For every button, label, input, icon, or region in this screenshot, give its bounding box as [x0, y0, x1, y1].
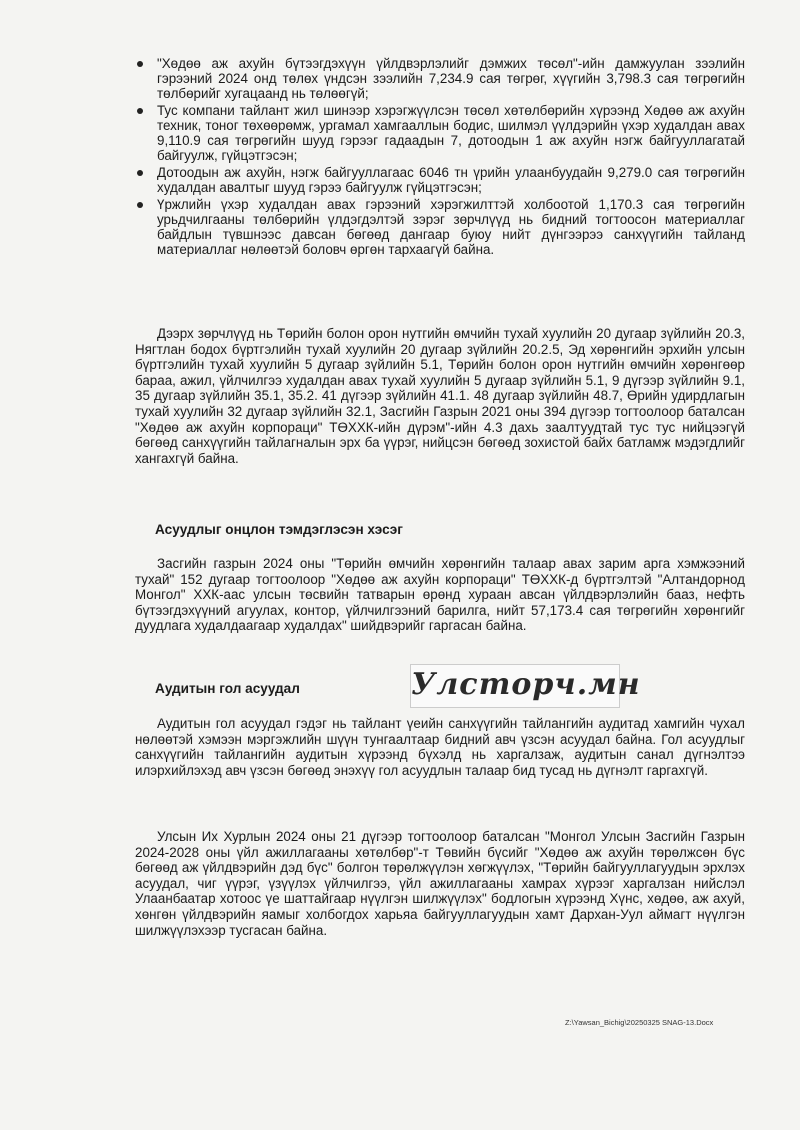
- emphasis-paragraph: Засгийн газрын 2024 оны "Төрийн өмчийн хөрөнгийн талаар авах зарим арга хэмжээний тухай" 152 дугаар тогтоолоор "Хөдөө аж ахуйн корпораци" ТӨХХК-д бүртгэлтэй "Алтандорнод Монгол" ХХК-аас улсын төсвийн татварын өрөнд хураан авсан үйлдвэрлэлийн бааз, нефть бүтээгдэхүүний агуулах, контор, үйлчилгээний барилга, нийт 57,173.4 сая төгрөгийн хөрөнгийг дуудлага худалдаагаар худалдах" шийдвэрийг гаргасан байна.: [135, 556, 745, 634]
- key-audit-matter-heading: Аудитын гол асуудал: [155, 681, 300, 696]
- relocation-paragraph: Улсын Их Хурлын 2024 оны 21 дүгээр тогтоолоор баталсан "Монгол Улсын Засгийн Газрын 2024-2028 оны үйл ажиллагааны хөтөлбөр"-т Төвийн бүсийг "Хөдөө аж ахуйн төрөлжсөн бүс бөгөөд аж үйлдвэрийн дэд бүс" болгон төрөлжүүлэн хөгжүүлэх, "Төрийн байгууллагуудын эрхлэх асуудал, чиг үүрэг, үзүүлэх үйлчилгээ, үйл ажиллагааны хамрах хүрээг харгалзан нийслэл Улаанбаатар хотоос үе шаттайгаар нүүлгэн шилжүүлэх" бодлогын хүрээнд Хүнс, хөдөө, аж ахуй, хөнгөн үйлдвэрийн яамыг холбогдох харьяа байгууллагуудын хамт Дархан-Уул аймагт нүүлгэн шилжүүлэхээр тусгасан байна.: [135, 829, 745, 938]
- bullet-item: [135, 165, 745, 195]
- bullet-dot-icon: [137, 202, 143, 208]
- findings-bullet-list: [135, 56, 745, 259]
- bullet-dot-icon: [137, 61, 143, 67]
- bullet-item: [135, 197, 745, 257]
- file-path-footer: Z:\Yawsan_Bichig\20250325 SNAG-13.Docx: [565, 1018, 714, 1027]
- bullet-text: Дотоодын аж ахуйн, нэгж байгууллагаас 6046 тн үрийн улаанбуудайн 9,279.0 сая төгрөгийн худалдан авалтыг шууд гэрээ байгуулж гүйцэтгэсэн;: [157, 165, 745, 195]
- bullet-item: [135, 56, 745, 101]
- key-audit-matter-paragraph: Аудитын гол асуудал гэдэг нь тайлант үеийн санхүүгийн тайлангийн аудитад хамгийн чухал нөлөөтэй хэмээн мэргэжлийн шүүн тунгаалтаар бидний авч үзсэн асуудал байна. Гол асуудлыг санхүүгийн тайлангийн аудитын хүрээнд бүхэлд нь харгалзаж, аудитын санал дүгнэлтээ илэрхийлэхэд авч үзсэн бөгөөд энэхүү гол асуудлын талаар бид тусад нь дүгнэлт гаргахгүй.: [135, 716, 745, 778]
- bullet-dot-icon: [137, 108, 143, 114]
- bullet-text: "Хөдөө аж ахуйн бүтээгдэхүүн үйлдвэрлэлийг дэмжих төсөл"-ийн дамжуулан зээлийн гэрээний 2024 онд төлөх үндсэн зээлийн 7,234.9 сая төгрөг, хүүгийн 3,798.3 сая төгрөгийн төлбөрийг хугацаанд нь төлөөгүй;: [157, 56, 745, 101]
- bullet-dot-icon: [137, 170, 143, 176]
- site-watermark-logo: Улсторч.мн: [410, 664, 620, 708]
- emphasis-heading: Асуудлыг онцлон тэмдэглэсэн хэсэг: [155, 522, 403, 537]
- bullet-item: [135, 103, 745, 163]
- bullet-text: Тус компани тайлант жил шинээр хэрэгжүүлсэн төсөл хөтөлбөрийн хүрээнд Хөдөө аж ахуйн техник, тоног төхөөрөмж, ургамал хамгааллын бодис, шилмэл үүлдэрийн үхэр худалдан авах 9,110.9 сая төгрөгийн шууд гэрээг гадаадын 7, дотоодын 1 аж ахуйн нэгж байгууллагатай байгуулж, гүйцэтгэсэн;: [157, 103, 745, 163]
- bullet-text: Үржлийн үхэр худалдан авах гэрээний хэрэгжилттэй холбоотой 1,170.3 сая төгрөгийн урьдчилгааны төлбөрийн үлдэгдэлтэй зэрэг зөрчлүүд нь бидний тогтоосон материаллаг байдлын түвшнээс давсан бөгөөд дангаар буюу нийт дүнгээрээ санхүүгийн тайланд материаллаг нөлөөтэй боловч өргөн тархаагүй байна.: [157, 197, 745, 257]
- violations-paragraph: Дээрх зөрчлүүд нь Төрийн болон орон нутгийн өмчийн тухай хуулийн 20 дугаар зүйлийн 20.3, Нягтлан бодох бүртгэлийн тухай хуулийн 20 дугаар зүйлийн 20.2.5, Эд хөрөнгийн эрхийн улсын бүртгэлийн тухай хуулийн 5 дугаар зүйлийн 5.1, Төрийн болон орон нутгийн өмчийн хөрөнгөөр бараа, ажил, үйлчилгээ худалдан авах тухай хуулийн 5 дугаар зүйлийн 5.1, 9 дүгээр зүйлийн 9.1, 35 дугаар зүйлийн 35.1, 35.2. 41 дүгээр зүйлийн 41.1. 48 дугаар зүйлийн 48.7, Өрийн удирдлагын тухай хуулийн 32 дугаар зүйлийн 32.1, Засгийн Газрын 2021 оны 394 дүгээр тогтоолоор баталсан "Хөдөө аж ахуйн корпораци" ТӨХХК-ийн дүрэм"-ийн 4.3 дахь заалтуудтай тус тус нийцээгүй бөгөөд санхүүгийн тайлагналын эрх ба үүрэг, нийцсэн бөгөөд зохистой байх батламж мэдэгдлийг хангахгүй байна.: [135, 326, 745, 466]
